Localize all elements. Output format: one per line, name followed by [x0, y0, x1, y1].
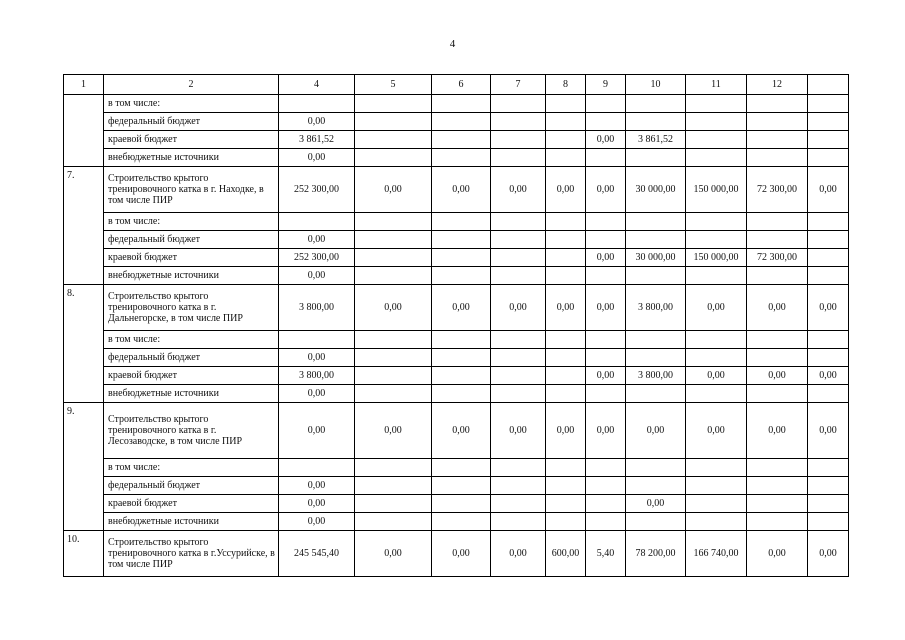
- amount-cell: [355, 331, 432, 349]
- table-row-source: [64, 131, 849, 149]
- amount-cell: [808, 477, 849, 495]
- amount-cell: [808, 131, 849, 149]
- amount-cell: [747, 385, 808, 403]
- amount-cell: 0,00: [747, 531, 808, 577]
- row-description: внебюджетные источники: [104, 385, 279, 403]
- row-description: федеральный бюджет: [104, 477, 279, 495]
- row-number: 10.: [64, 531, 104, 577]
- amount-cell: [586, 267, 626, 285]
- column-header: 2: [104, 75, 279, 95]
- amount-cell: 0,00: [279, 149, 355, 167]
- amount-cell: [686, 267, 747, 285]
- amount-cell: 0,00: [279, 385, 355, 403]
- table-row-source: [64, 213, 849, 231]
- row-description: Строительство крытого тренировочного катка в г. Дальнегорске, в том числе ПИР: [104, 285, 279, 331]
- amount-cell: 0,00: [546, 167, 586, 213]
- amount-cell: [355, 95, 432, 113]
- amount-cell: [586, 231, 626, 249]
- amount-cell: [546, 149, 586, 167]
- table-row-source: [64, 459, 849, 477]
- amount-cell: [546, 385, 586, 403]
- amount-cell: [686, 477, 747, 495]
- amount-cell: [491, 513, 546, 531]
- amount-cell: [808, 331, 849, 349]
- amount-cell: [355, 113, 432, 131]
- amount-cell: [747, 349, 808, 367]
- amount-cell: [546, 477, 586, 495]
- table-row-source: [64, 349, 849, 367]
- amount-cell: [808, 267, 849, 285]
- amount-cell: [808, 95, 849, 113]
- row-number: [64, 95, 104, 167]
- amount-cell: [355, 349, 432, 367]
- amount-cell: 0,00: [279, 513, 355, 531]
- amount-cell: 72 300,00: [747, 167, 808, 213]
- amount-cell: [491, 149, 546, 167]
- amount-cell: 0,00: [355, 531, 432, 577]
- amount-cell: [355, 459, 432, 477]
- amount-cell: [279, 331, 355, 349]
- amount-cell: [686, 131, 747, 149]
- amount-cell: [626, 385, 686, 403]
- amount-cell: [626, 231, 686, 249]
- amount-cell: 3 861,52: [279, 131, 355, 149]
- amount-cell: [432, 367, 491, 385]
- column-header: 5: [355, 75, 432, 95]
- amount-cell: [279, 95, 355, 113]
- amount-cell: [546, 267, 586, 285]
- amount-cell: 0,00: [586, 249, 626, 267]
- amount-cell: [808, 459, 849, 477]
- amount-cell: 0,00: [586, 131, 626, 149]
- amount-cell: [491, 95, 546, 113]
- amount-cell: [586, 331, 626, 349]
- column-header: 8: [546, 75, 586, 95]
- row-description: Строительство крытого тренировочного катка в г.Уссурийске, в том числе ПИР: [104, 531, 279, 577]
- amount-cell: [546, 331, 586, 349]
- amount-cell: [747, 113, 808, 131]
- row-description: федеральный бюджет: [104, 113, 279, 131]
- amount-cell: [432, 95, 491, 113]
- table-row-source: [64, 267, 849, 285]
- amount-cell: 3 800,00: [279, 285, 355, 331]
- row-description: в том числе:: [104, 213, 279, 231]
- amount-cell: [546, 367, 586, 385]
- amount-cell: 150 000,00: [686, 167, 747, 213]
- amount-cell: [586, 349, 626, 367]
- amount-cell: [546, 131, 586, 149]
- row-description: в том числе:: [104, 95, 279, 113]
- amount-cell: [279, 213, 355, 231]
- amount-cell: [808, 495, 849, 513]
- amount-cell: 3 800,00: [626, 367, 686, 385]
- amount-cell: [491, 267, 546, 285]
- amount-cell: [626, 267, 686, 285]
- amount-cell: 0,00: [686, 403, 747, 459]
- amount-cell: [432, 513, 491, 531]
- table-row-source: [64, 95, 849, 113]
- amount-cell: [546, 231, 586, 249]
- amount-cell: 0,00: [586, 403, 626, 459]
- amount-cell: 0,00: [586, 285, 626, 331]
- amount-cell: [546, 349, 586, 367]
- amount-cell: [432, 459, 491, 477]
- amount-cell: [491, 477, 546, 495]
- amount-cell: [586, 459, 626, 477]
- amount-cell: 0,00: [808, 403, 849, 459]
- amount-cell: [546, 213, 586, 231]
- table-row-project: [64, 403, 849, 459]
- amount-cell: [491, 113, 546, 131]
- amount-cell: [546, 95, 586, 113]
- amount-cell: 252 300,00: [279, 167, 355, 213]
- amount-cell: [491, 367, 546, 385]
- amount-cell: 5,40: [586, 531, 626, 577]
- amount-cell: [586, 385, 626, 403]
- amount-cell: [586, 495, 626, 513]
- amount-cell: 252 300,00: [279, 249, 355, 267]
- amount-cell: [747, 513, 808, 531]
- table-row-source: [64, 477, 849, 495]
- amount-cell: [747, 131, 808, 149]
- amount-cell: [747, 477, 808, 495]
- amount-cell: [355, 513, 432, 531]
- amount-cell: [355, 477, 432, 495]
- table-row-project: [64, 285, 849, 331]
- amount-cell: [686, 331, 747, 349]
- row-description: федеральный бюджет: [104, 349, 279, 367]
- amount-cell: 0,00: [279, 267, 355, 285]
- amount-cell: [808, 249, 849, 267]
- amount-cell: [686, 495, 747, 513]
- amount-cell: [432, 267, 491, 285]
- table-row-source: [64, 385, 849, 403]
- amount-cell: [747, 459, 808, 477]
- amount-cell: [432, 213, 491, 231]
- amount-cell: [546, 459, 586, 477]
- amount-cell: 0,00: [491, 285, 546, 331]
- amount-cell: [686, 231, 747, 249]
- column-header: 1: [64, 75, 104, 95]
- amount-cell: [686, 349, 747, 367]
- amount-cell: 0,00: [626, 403, 686, 459]
- amount-cell: [546, 513, 586, 531]
- amount-cell: [491, 459, 546, 477]
- amount-cell: 0,00: [586, 167, 626, 213]
- amount-cell: [491, 249, 546, 267]
- amount-cell: [586, 95, 626, 113]
- amount-cell: [626, 513, 686, 531]
- amount-cell: [808, 149, 849, 167]
- table-row-source: [64, 149, 849, 167]
- amount-cell: [686, 95, 747, 113]
- amount-cell: [686, 213, 747, 231]
- amount-cell: [808, 349, 849, 367]
- amount-cell: 0,00: [686, 285, 747, 331]
- column-header: 10: [626, 75, 686, 95]
- table-row-project: [64, 531, 849, 577]
- amount-cell: [432, 131, 491, 149]
- amount-cell: [626, 331, 686, 349]
- column-header: 6: [432, 75, 491, 95]
- amount-cell: [586, 113, 626, 131]
- table-row-project: [64, 167, 849, 213]
- amount-cell: [808, 113, 849, 131]
- amount-cell: [355, 249, 432, 267]
- amount-cell: [491, 495, 546, 513]
- row-description: внебюджетные источники: [104, 267, 279, 285]
- amount-cell: 0,00: [279, 113, 355, 131]
- amount-cell: [747, 231, 808, 249]
- amount-cell: 0,00: [432, 531, 491, 577]
- amount-cell: [432, 149, 491, 167]
- amount-cell: 0,00: [586, 367, 626, 385]
- amount-cell: [626, 113, 686, 131]
- amount-cell: [626, 95, 686, 113]
- amount-cell: [355, 131, 432, 149]
- amount-cell: 166 740,00: [686, 531, 747, 577]
- page-number: 4: [449, 38, 456, 50]
- amount-cell: 0,00: [491, 531, 546, 577]
- table-row-source: [64, 113, 849, 131]
- table-row-source: [64, 495, 849, 513]
- amount-cell: 0,00: [279, 231, 355, 249]
- row-number: 8.: [64, 285, 104, 403]
- amount-cell: [626, 459, 686, 477]
- amount-cell: [432, 477, 491, 495]
- amount-cell: 0,00: [626, 495, 686, 513]
- amount-cell: [432, 349, 491, 367]
- amount-cell: 0,00: [432, 167, 491, 213]
- amount-cell: [432, 331, 491, 349]
- amount-cell: [747, 495, 808, 513]
- table-row-source: [64, 249, 849, 267]
- amount-cell: [355, 149, 432, 167]
- amount-cell: [491, 349, 546, 367]
- column-header: 12: [747, 75, 808, 95]
- table-row-source: [64, 231, 849, 249]
- amount-cell: [686, 513, 747, 531]
- amount-cell: 0,00: [808, 531, 849, 577]
- table-row-source: [64, 367, 849, 385]
- amount-cell: [808, 385, 849, 403]
- amount-cell: [626, 349, 686, 367]
- amount-cell: [747, 267, 808, 285]
- column-header: 7: [491, 75, 546, 95]
- table-row-source: [64, 513, 849, 531]
- amount-cell: 3 800,00: [279, 367, 355, 385]
- budget-table: [63, 74, 849, 577]
- amount-cell: [686, 459, 747, 477]
- amount-cell: 0,00: [546, 403, 586, 459]
- amount-cell: 0,00: [808, 167, 849, 213]
- row-description: федеральный бюджет: [104, 231, 279, 249]
- amount-cell: [546, 249, 586, 267]
- amount-cell: [586, 477, 626, 495]
- amount-cell: [808, 213, 849, 231]
- amount-cell: [747, 95, 808, 113]
- amount-cell: 0,00: [808, 367, 849, 385]
- amount-cell: [546, 113, 586, 131]
- row-description: краевой бюджет: [104, 249, 279, 267]
- amount-cell: 0,00: [279, 477, 355, 495]
- column-header: 11: [686, 75, 747, 95]
- row-description: Строительство крытого тренировочного катка в г. Находке, в том числе ПИР: [104, 167, 279, 213]
- amount-cell: 0,00: [432, 285, 491, 331]
- amount-cell: 0,00: [747, 367, 808, 385]
- row-description: в том числе:: [104, 331, 279, 349]
- amount-cell: [355, 385, 432, 403]
- amount-cell: [747, 213, 808, 231]
- amount-cell: [491, 213, 546, 231]
- amount-cell: [491, 231, 546, 249]
- amount-cell: [432, 385, 491, 403]
- amount-cell: 3 861,52: [626, 131, 686, 149]
- amount-cell: 72 300,00: [747, 249, 808, 267]
- amount-cell: 3 800,00: [626, 285, 686, 331]
- amount-cell: [808, 513, 849, 531]
- amount-cell: 0,00: [355, 403, 432, 459]
- amount-cell: 0,00: [747, 285, 808, 331]
- amount-cell: [808, 231, 849, 249]
- amount-cell: 600,00: [546, 531, 586, 577]
- amount-cell: [355, 213, 432, 231]
- amount-cell: [432, 495, 491, 513]
- amount-cell: [626, 477, 686, 495]
- amount-cell: [491, 131, 546, 149]
- amount-cell: [586, 513, 626, 531]
- column-header: 9: [586, 75, 626, 95]
- row-number: 7.: [64, 167, 104, 285]
- amount-cell: [432, 231, 491, 249]
- row-number: 9.: [64, 403, 104, 531]
- amount-cell: [279, 459, 355, 477]
- amount-cell: 0,00: [355, 167, 432, 213]
- amount-cell: [355, 231, 432, 249]
- amount-cell: [355, 495, 432, 513]
- row-description: краевой бюджет: [104, 131, 279, 149]
- amount-cell: [626, 213, 686, 231]
- amount-cell: [491, 385, 546, 403]
- amount-cell: [355, 267, 432, 285]
- amount-cell: 0,00: [546, 285, 586, 331]
- row-description: краевой бюджет: [104, 495, 279, 513]
- amount-cell: [686, 385, 747, 403]
- amount-cell: [747, 331, 808, 349]
- amount-cell: 0,00: [491, 403, 546, 459]
- table-row-source: [64, 331, 849, 349]
- row-description: внебюджетные источники: [104, 513, 279, 531]
- amount-cell: 0,00: [355, 285, 432, 331]
- row-description: краевой бюджет: [104, 367, 279, 385]
- amount-cell: 30 000,00: [626, 167, 686, 213]
- amount-cell: [491, 331, 546, 349]
- amount-cell: 0,00: [808, 285, 849, 331]
- row-description: Строительство крытого тренировочного катка в г. Лесозаводске, в том числе ПИР: [104, 403, 279, 459]
- header-row: [64, 75, 849, 95]
- amount-cell: 150 000,00: [686, 249, 747, 267]
- amount-cell: 30 000,00: [626, 249, 686, 267]
- amount-cell: [747, 149, 808, 167]
- column-header: 4: [279, 75, 355, 95]
- amount-cell: [546, 495, 586, 513]
- column-header: [808, 75, 849, 95]
- amount-cell: [355, 367, 432, 385]
- amount-cell: [586, 213, 626, 231]
- row-description: в том числе:: [104, 459, 279, 477]
- amount-cell: 0,00: [279, 495, 355, 513]
- amount-cell: 0,00: [432, 403, 491, 459]
- amount-cell: 78 200,00: [626, 531, 686, 577]
- amount-cell: 0,00: [279, 349, 355, 367]
- amount-cell: [586, 149, 626, 167]
- amount-cell: 0,00: [491, 167, 546, 213]
- amount-cell: 0,00: [686, 367, 747, 385]
- amount-cell: [626, 149, 686, 167]
- amount-cell: 245 545,40: [279, 531, 355, 577]
- amount-cell: 0,00: [747, 403, 808, 459]
- amount-cell: [432, 249, 491, 267]
- amount-cell: 0,00: [279, 403, 355, 459]
- row-description: внебюджетные источники: [104, 149, 279, 167]
- amount-cell: [432, 113, 491, 131]
- amount-cell: [686, 113, 747, 131]
- amount-cell: [686, 149, 747, 167]
